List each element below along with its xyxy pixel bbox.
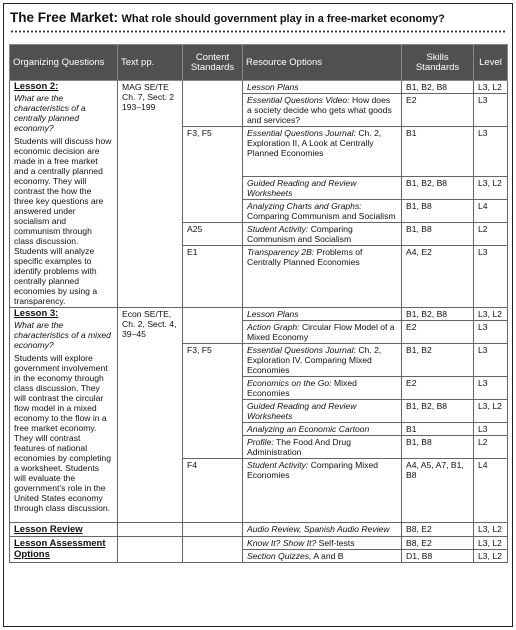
skills-standard: B1, B2 bbox=[402, 344, 474, 377]
content-standard: F3, F5 bbox=[183, 344, 243, 459]
content-standard bbox=[183, 523, 243, 537]
header-row bbox=[10, 45, 508, 81]
level: L2 bbox=[474, 436, 508, 459]
dotted-divider bbox=[10, 30, 506, 33]
header-text-pp: Text pp. bbox=[118, 45, 183, 81]
skills-standard: A4, A5, A7, B1, B8 bbox=[402, 459, 474, 523]
skills-standard: B1, B2, B8 bbox=[402, 81, 474, 94]
skills-standard: D1, B8 bbox=[402, 550, 474, 563]
level: L3, L2 bbox=[474, 177, 508, 200]
level: L3, L2 bbox=[474, 400, 508, 423]
resource-option: Action Graph: Circular Flow Model of a Mixed Economy bbox=[243, 321, 402, 344]
skills-standard: B1, B2, B8 bbox=[402, 400, 474, 423]
lesson3-question: What are the characteristics of a mixed economy? bbox=[14, 320, 111, 350]
skills-standard: B8, E2 bbox=[402, 537, 474, 550]
content-standard bbox=[183, 537, 243, 563]
level: L3, L2 bbox=[474, 550, 508, 563]
level: L3 bbox=[474, 246, 508, 308]
skills-standard: B1 bbox=[402, 423, 474, 436]
resource-option: Transparency 2B: Problems of Centrally Planned Economies bbox=[243, 246, 402, 308]
table-row bbox=[10, 523, 508, 537]
skills-standard: B8, E2 bbox=[402, 523, 474, 537]
lesson-review-label: Lesson Review bbox=[10, 523, 118, 537]
resource-option: Analyzing an Economic Cartoon bbox=[243, 423, 402, 436]
skills-standard: E2 bbox=[402, 377, 474, 400]
level: L3, L2 bbox=[474, 537, 508, 550]
page bbox=[3, 3, 513, 627]
content-standard bbox=[183, 81, 243, 127]
resource-option: Profile: The Food And Drug Administration bbox=[243, 436, 402, 459]
level: L3, L2 bbox=[474, 81, 508, 94]
level: L3 bbox=[474, 423, 508, 436]
skills-standard: B1, B8 bbox=[402, 436, 474, 459]
level: L2 bbox=[474, 223, 508, 246]
text-pp bbox=[118, 537, 183, 563]
resource-option: Student Activity: Comparing Mixed Economies bbox=[243, 459, 402, 523]
header-skills-standards: Skills Standards bbox=[402, 45, 474, 81]
lesson3-organizing-cell bbox=[10, 308, 118, 523]
content-standard: E1 bbox=[183, 246, 243, 308]
title-prefix: The Free Market: bbox=[10, 10, 119, 25]
header-organizing-questions: Organizing Questions bbox=[10, 45, 118, 81]
content-standard: F3, F5 bbox=[183, 127, 243, 223]
text-pp bbox=[118, 523, 183, 537]
level: L3 bbox=[474, 127, 508, 177]
lesson2-objectives: Students will discuss how economic decision are made in a free market and a centrally planned economy. They will contrast the how the three key questions are answered under socialism and communism through class discussion. Students will analyze specific examples to identify problems with centrally planned economies by using a transparency. bbox=[14, 136, 112, 306]
resource-option: Essential Questions Journal: Ch. 2, Exploration II, A Look at Centrally Planned Economies bbox=[243, 127, 402, 177]
resource-option: Guided Reading and Review Worksheets bbox=[243, 177, 402, 200]
skills-standard: B1, B2, B8 bbox=[402, 177, 474, 200]
resource-option: Lesson Plans bbox=[243, 308, 402, 321]
resource-option: Essential Questions Journal: Ch. 2, Exploration IV, Comparing Mixed Economies bbox=[243, 344, 402, 377]
content-standard bbox=[183, 308, 243, 344]
content-standard: A25 bbox=[183, 223, 243, 246]
header-resource-options: Resource Options bbox=[243, 45, 402, 81]
level: L3 bbox=[474, 344, 508, 377]
header-content-standards: Content Standards bbox=[183, 45, 243, 81]
level: L4 bbox=[474, 459, 508, 523]
lesson-assessment-label: Lesson Assessment Options bbox=[10, 537, 118, 563]
level: L3 bbox=[474, 321, 508, 344]
skills-standard: A4, E2 bbox=[402, 246, 474, 308]
skills-standard: E2 bbox=[402, 94, 474, 127]
skills-standard: B1, B2, B8 bbox=[402, 308, 474, 321]
content-standard: F4 bbox=[183, 459, 243, 523]
resource-option: Essential Questions Video: How does a society decide who gets what goods and services? bbox=[243, 94, 402, 127]
skills-standard: B1 bbox=[402, 127, 474, 177]
lesson2-heading: Lesson 2: bbox=[14, 81, 59, 92]
level: L3 bbox=[474, 94, 508, 127]
lesson3-text-pp: Econ SE/TE, Ch. 2, Sect. 4, 39–45 bbox=[118, 308, 183, 523]
lesson2-organizing-cell bbox=[10, 81, 118, 308]
level: L3, L2 bbox=[474, 523, 508, 537]
resource-option: Guided Reading and Review Worksheets bbox=[243, 400, 402, 423]
resource-option: Analyzing Charts and Graphs: Comparing Communism and Socialism bbox=[243, 200, 402, 223]
resource-option: Section Quizzes, A and B bbox=[243, 550, 402, 563]
resource-option: Know It? Show It? Self-tests bbox=[243, 537, 402, 550]
planning-table bbox=[9, 44, 508, 563]
lesson2-question: What are the characteristics of a centrally planned economy? bbox=[14, 93, 86, 133]
skills-standard: E2 bbox=[402, 321, 474, 344]
resource-option: Economics on the Go: Mixed Economies bbox=[243, 377, 402, 400]
lesson3-heading: Lesson 3: bbox=[14, 308, 59, 319]
table-row bbox=[10, 308, 508, 321]
skills-standard: B1, B8 bbox=[402, 200, 474, 223]
level: L3, L2 bbox=[474, 308, 508, 321]
page-title bbox=[10, 10, 445, 25]
table-row bbox=[10, 537, 508, 550]
title-question: What role should government play in a free-market economy? bbox=[121, 13, 445, 25]
level: L4 bbox=[474, 200, 508, 223]
table-row bbox=[10, 81, 508, 94]
resource-option: Lesson Plans bbox=[243, 81, 402, 94]
skills-standard: B1, B8 bbox=[402, 223, 474, 246]
header-level: Level bbox=[474, 45, 508, 81]
resource-option: Student Activity: Comparing Communism and Socialism bbox=[243, 223, 402, 246]
resource-option: Audio Review, Spanish Audio Review bbox=[243, 523, 402, 537]
level: L3 bbox=[474, 377, 508, 400]
lesson3-objectives: Students will explore government involvement in the economy through class discussion. They will contrast the circular flow model in a mixed economy to the flow in a free market economy. They will contrast features of national economies by completing a worksheet. Students will evaluate the government’s role in the United States economy through class discussion. bbox=[14, 353, 111, 513]
lesson2-text-pp: MAG SE/TE Ch. 7, Sect. 2 193–199 bbox=[118, 81, 183, 308]
